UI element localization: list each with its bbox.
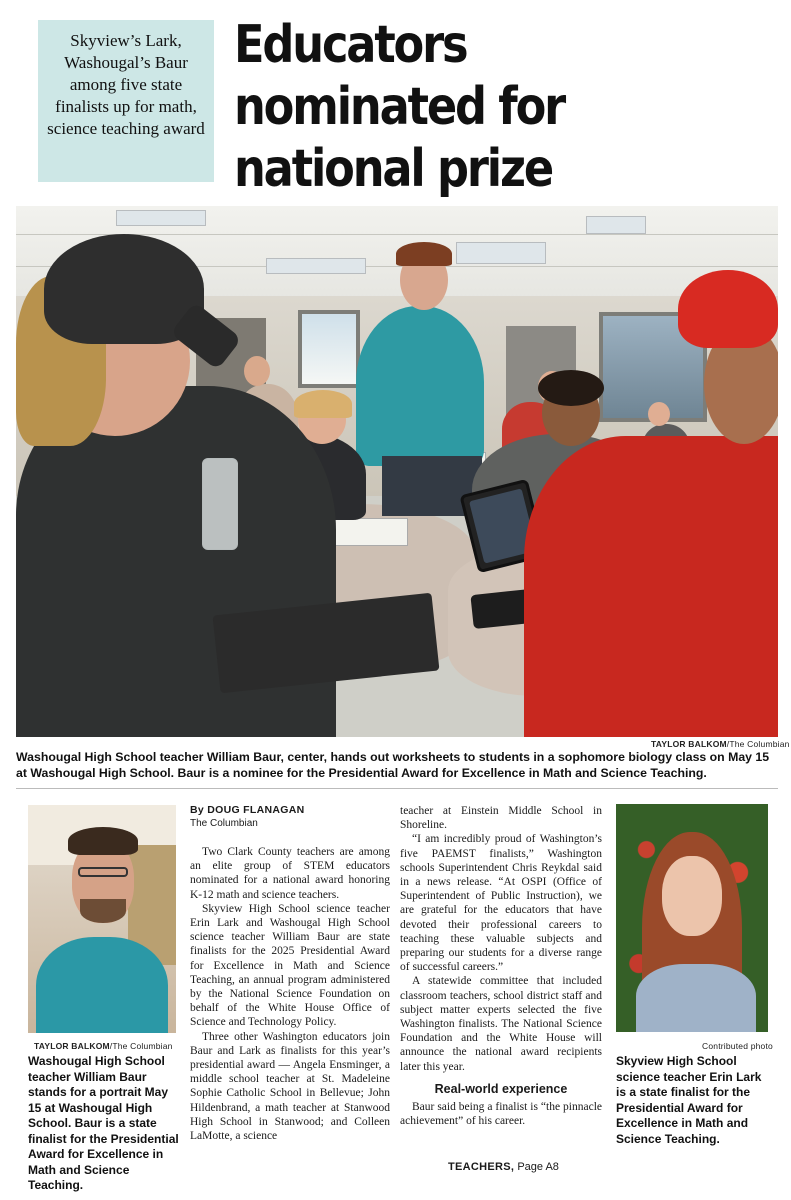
byline-org: The Columbian [190, 818, 258, 829]
water-bottle [202, 458, 238, 550]
portrait-erin-lark [616, 804, 768, 1032]
headline: Educators nominated for national prize [234, 15, 565, 199]
main-photo-caption: Washougal High School teacher William Baur, center, hands out worksheets to students in a sophomore biology class on May 15 at Washougal High School. Baur is a nominee for the Presidential Award for Excellence in Math and Science Teaching. [16, 750, 770, 780]
byline: By DOUG FLANAGAN [190, 804, 305, 816]
article-column-2: teacher at Einstein Middle School in Shoreline. “I am incredibly proud of Washington’s five PAEMST finalists,” Washington schools Superintendent Chris Reykdal said in a news release. “At OSPI (Office of Superintendent of Public Instruction), we are grateful for the educators that have devoted their professional careers to teaching these valuable subjects and preparing our students for a diverse range of successful careers.” A statewide committee that included classroom teachers, school district staff and subject matter experts selected the five Washington finalists. The National Science Foundation and the White House will announce the national award recipients later this year. Real-world experience Baur said being a finalist is “the pinnacle achievement” of his career. [400, 805, 602, 1128]
divider [16, 788, 778, 789]
portrait-caption-baur: Washougal High School teacher William Baur stands for a portrait May 15 at Washougal High School. Baur is a state finalist for the Presidential Award for Excellence in Math and Science Teaching. [28, 1054, 179, 1192]
main-photo [16, 206, 778, 737]
student-figure [524, 436, 778, 737]
photo-credit: TAYLOR BALKOM/The Columbian [34, 1041, 173, 1051]
photo-credit: Contributed photo [702, 1041, 773, 1051]
photo-credit: TAYLOR BALKOM/The Columbian [651, 739, 790, 749]
article-column-1: Two Clark County teachers are among an elite group of STEM educators nominated for a national award honoring K-12 math and science teachers. Skyview High School science teacher Erin Lark and Washougal High School science teacher William Baur are state finalists for the 2025 Presidential Award for Excellence in Math and Science Teaching, an annual program administered by the National Science Foundation on behalf of the White House Office of Science and Technology Policy. Three other Washington educators join Baur and Lark as finalists for this year’s presidential award — Angela Ensminger, a middle school teacher at St. Madeleine Sophie Catholic School in Bellevue; John Hildenbrand, a math teacher at Stanwood High School in Stanwood; and Colleen LaMotte, a science [190, 846, 390, 1143]
deck-summary: Skyview’s Lark, Washougal’s Baur among five state finalists up for math, science teaching award [38, 20, 214, 182]
jump-line: TEACHERS, Page A8 [448, 1161, 559, 1173]
subhead: Real-world experience [434, 1081, 568, 1096]
portrait-william-baur [28, 805, 176, 1033]
portrait-caption-lark: Skyview High School science teacher Erin Lark is a state finalist for the Presidential Award for Excellence in Math and Science Teaching. [616, 1054, 762, 1146]
window [298, 310, 360, 388]
teacher-figure [356, 306, 484, 466]
